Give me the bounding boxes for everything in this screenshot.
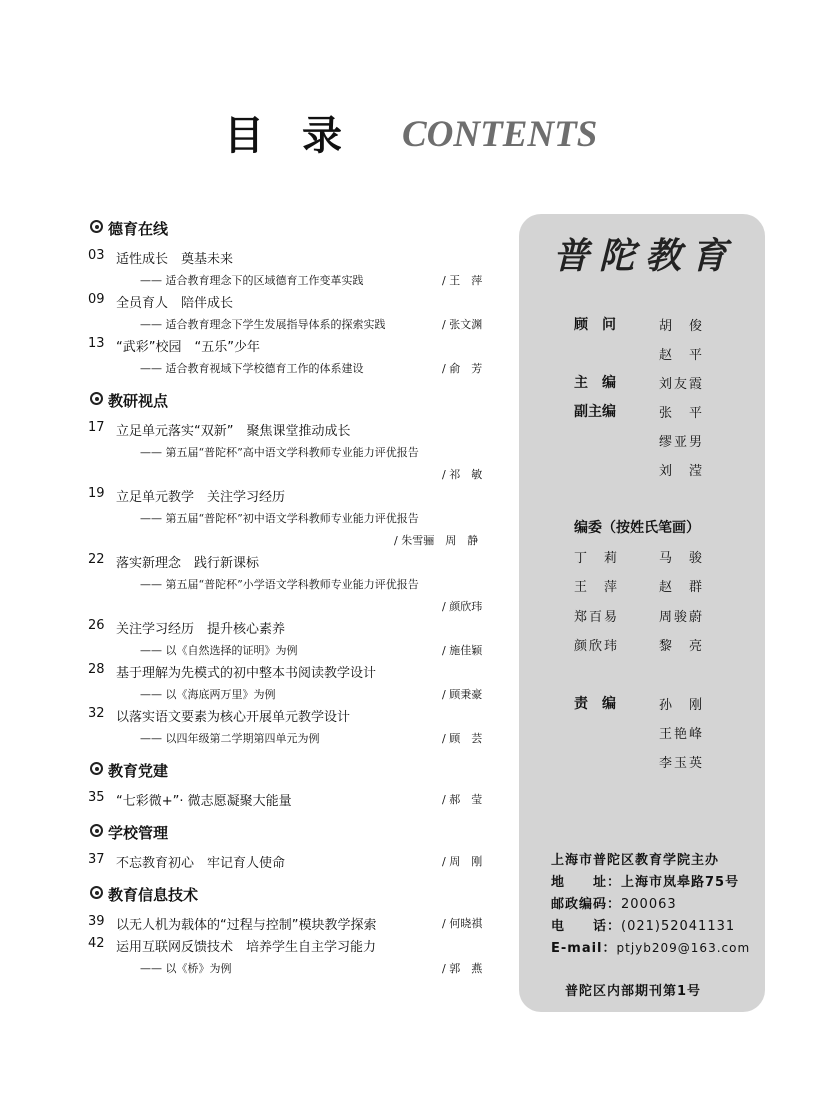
page-title-cn: 目录 — [224, 112, 380, 159]
toc-entry[interactable] — [88, 850, 500, 872]
entry-author: / 张文渊 — [442, 318, 483, 331]
section-bullet-icon — [90, 824, 103, 837]
board-member: 黎 亮 — [659, 639, 705, 654]
entry-page-number: 17 — [88, 420, 105, 435]
email-line — [551, 937, 750, 956]
section-heading — [88, 218, 500, 240]
managing-editor-name: 王艳峰 — [659, 727, 705, 742]
section-heading — [88, 822, 500, 844]
board-member: 丁 莉 — [574, 551, 620, 566]
board-member: 颜欣玮 — [574, 639, 620, 654]
phone-value: (021)52041131 — [621, 919, 736, 934]
entry-page-number: 28 — [88, 662, 105, 677]
managing-editor-label: 责 编 — [574, 696, 616, 712]
masthead-panel — [519, 214, 765, 1012]
entry-title: “七彩微+”· 微志愿凝聚大能量 — [116, 794, 292, 809]
board-member: 周骏蔚 — [659, 610, 705, 625]
entry-subtitle: —— 以《海底两万里》为例 — [140, 688, 276, 701]
board-member: 王 萍 — [574, 580, 620, 595]
entry-subtitle: —— 第五届“普陀杯”初中语文学科教师专业能力评优报告 — [140, 512, 419, 525]
postcode-label: 邮政编码： — [551, 897, 622, 912]
entry-page-number: 19 — [88, 486, 105, 501]
section-bullet-icon — [90, 392, 103, 405]
address-value: 上海市岚皋路75号 — [621, 875, 740, 890]
entry-subtitle: —— 适合教育理念下的区域德育工作变革实践 — [140, 274, 364, 287]
deputy-editor-label: 副主编 — [574, 404, 616, 420]
email-label: E-mail： — [551, 941, 617, 956]
entry-title: 落实新理念 践行新课标 — [116, 556, 260, 571]
entry-author: / 祁 敏 — [442, 468, 483, 481]
entry-title: 适性成长 奠基未来 — [116, 252, 234, 267]
deputy-editor-name: 缪亚男 — [659, 435, 705, 450]
entry-subtitle: —— 以《自然选择的证明》为例 — [140, 644, 298, 657]
entry-author: / 俞 芳 — [442, 362, 483, 375]
chief-editor-name: 刘友霞 — [659, 377, 705, 392]
board-member: 郑百易 — [574, 610, 620, 625]
entry-author: / 朱雪骊 周 静 — [394, 534, 479, 547]
entry-author: / 施佳颖 — [442, 644, 483, 657]
entry-page-number: 39 — [88, 914, 105, 929]
entry-page-number: 13 — [88, 336, 105, 351]
entry-author: / 颜欣玮 — [442, 600, 483, 613]
chief-editor-label: 主 编 — [574, 375, 616, 391]
publisher: 上海市普陀区教育学院主办 — [551, 853, 720, 868]
entry-page-number: 32 — [88, 706, 105, 721]
entry-title: 以落实语文要素为核心开展单元教学设计 — [116, 710, 351, 725]
entry-author: / 何晓祺 — [442, 917, 483, 930]
entry-page-number: 22 — [88, 552, 105, 567]
toc-entry[interactable] — [88, 484, 500, 550]
entry-author: / 顾 芸 — [442, 732, 483, 745]
entry-title: 立足单元教学 关注学习经历 — [116, 490, 286, 505]
entry-author: / 郝 莹 — [442, 793, 483, 806]
section-title: 教育党建 — [108, 762, 169, 780]
entry-subtitle: —— 第五届“普陀杯”小学语文学科教师专业能力评优报告 — [140, 578, 419, 591]
toc-entry[interactable] — [88, 912, 500, 934]
entry-title: 基于理解为先模式的初中整本书阅读教学设计 — [116, 666, 377, 681]
toc-entry[interactable] — [88, 550, 500, 616]
advisor-name: 胡 俊 — [659, 319, 705, 334]
board-label: 编委（按姓氏笔画） — [574, 520, 700, 536]
entry-author: / 顾秉豪 — [442, 688, 483, 701]
address-line — [551, 871, 739, 890]
toc-entry[interactable] — [88, 246, 500, 290]
phone-label: 电 话： — [551, 919, 622, 934]
managing-editor-name: 李玉英 — [659, 756, 705, 771]
board-member: 马 骏 — [659, 551, 705, 566]
toc-entry[interactable] — [88, 334, 500, 378]
entry-page-number: 37 — [88, 852, 105, 867]
section-bullet-icon — [90, 220, 103, 233]
entry-subtitle: —— 适合教育理念下学生发展指导体系的探索实践 — [140, 318, 386, 331]
entry-title: 运用互联网反馈技术 培养学生自主学习能力 — [116, 940, 377, 955]
page-title-en: CONTENTS — [402, 114, 598, 155]
entry-subtitle: —— 适合教育视域下学校德育工作的体系建设 — [140, 362, 364, 375]
entry-subtitle: —— 以《桥》为例 — [140, 962, 232, 975]
entry-page-number: 35 — [88, 790, 105, 805]
section-bullet-icon — [90, 886, 103, 899]
section-heading — [88, 760, 500, 782]
section-heading — [88, 884, 500, 906]
entry-title: 全员育人 陪伴成长 — [116, 296, 234, 311]
entry-author: / 王 萍 — [442, 274, 483, 287]
entry-page-number: 09 — [88, 292, 105, 307]
address-label: 地 址： — [551, 875, 622, 890]
entry-title: 以无人机为载体的“过程与控制”模块教学探索 — [116, 918, 377, 933]
section-title: 教研视点 — [108, 392, 169, 410]
entry-title: 立足单元落实“双新” 聚焦课堂推动成长 — [116, 424, 351, 439]
phone-line — [551, 915, 735, 934]
deputy-editor-name: 刘 滢 — [659, 464, 705, 479]
managing-editor-name: 孙 刚 — [659, 698, 705, 713]
periodical-number: 普陀区内部期刊第1号 — [565, 984, 702, 999]
toc-entry[interactable] — [88, 704, 500, 748]
entry-author: / 周 刚 — [442, 855, 483, 868]
entry-author: / 郭 燕 — [442, 962, 483, 975]
entry-title: 不忘教育初心 牢记育人使命 — [116, 856, 286, 871]
entry-subtitle: —— 第五届“普陀杯”高中语文学科教师专业能力评优报告 — [140, 446, 419, 459]
entry-page-number: 03 — [88, 248, 105, 263]
advisor-name: 赵 平 — [659, 348, 705, 363]
entry-title: 关注学习经历 提升核心素养 — [116, 622, 286, 637]
advisors-label: 顾 问 — [574, 317, 616, 333]
table-of-contents — [88, 218, 500, 978]
section-title: 学校管理 — [108, 824, 169, 842]
postcode-line — [551, 893, 677, 912]
deputy-editor-name: 张 平 — [659, 406, 705, 421]
email-value: ptjyb209@163.com — [616, 941, 751, 955]
board-member: 赵 群 — [659, 580, 705, 595]
entry-subtitle: —— 以四年级第二学期第四单元为例 — [140, 732, 320, 745]
entry-page-number: 26 — [88, 618, 105, 633]
section-heading — [88, 390, 500, 412]
toc-entry[interactable] — [88, 934, 500, 978]
toc-entry[interactable] — [88, 660, 500, 704]
toc-entry[interactable] — [88, 418, 500, 484]
section-title: 德育在线 — [108, 220, 169, 238]
postcode-value: 200063 — [621, 897, 677, 912]
section-bullet-icon — [90, 762, 103, 775]
toc-entry[interactable] — [88, 788, 500, 810]
entry-title: “武彩”校园 “五乐”少年 — [116, 340, 260, 355]
entry-page-number: 42 — [88, 936, 105, 951]
toc-entry[interactable] — [88, 616, 500, 660]
magazine-name: 普陀教育 — [553, 235, 738, 277]
toc-entry[interactable] — [88, 290, 500, 334]
section-title: 教育信息技术 — [108, 886, 199, 904]
